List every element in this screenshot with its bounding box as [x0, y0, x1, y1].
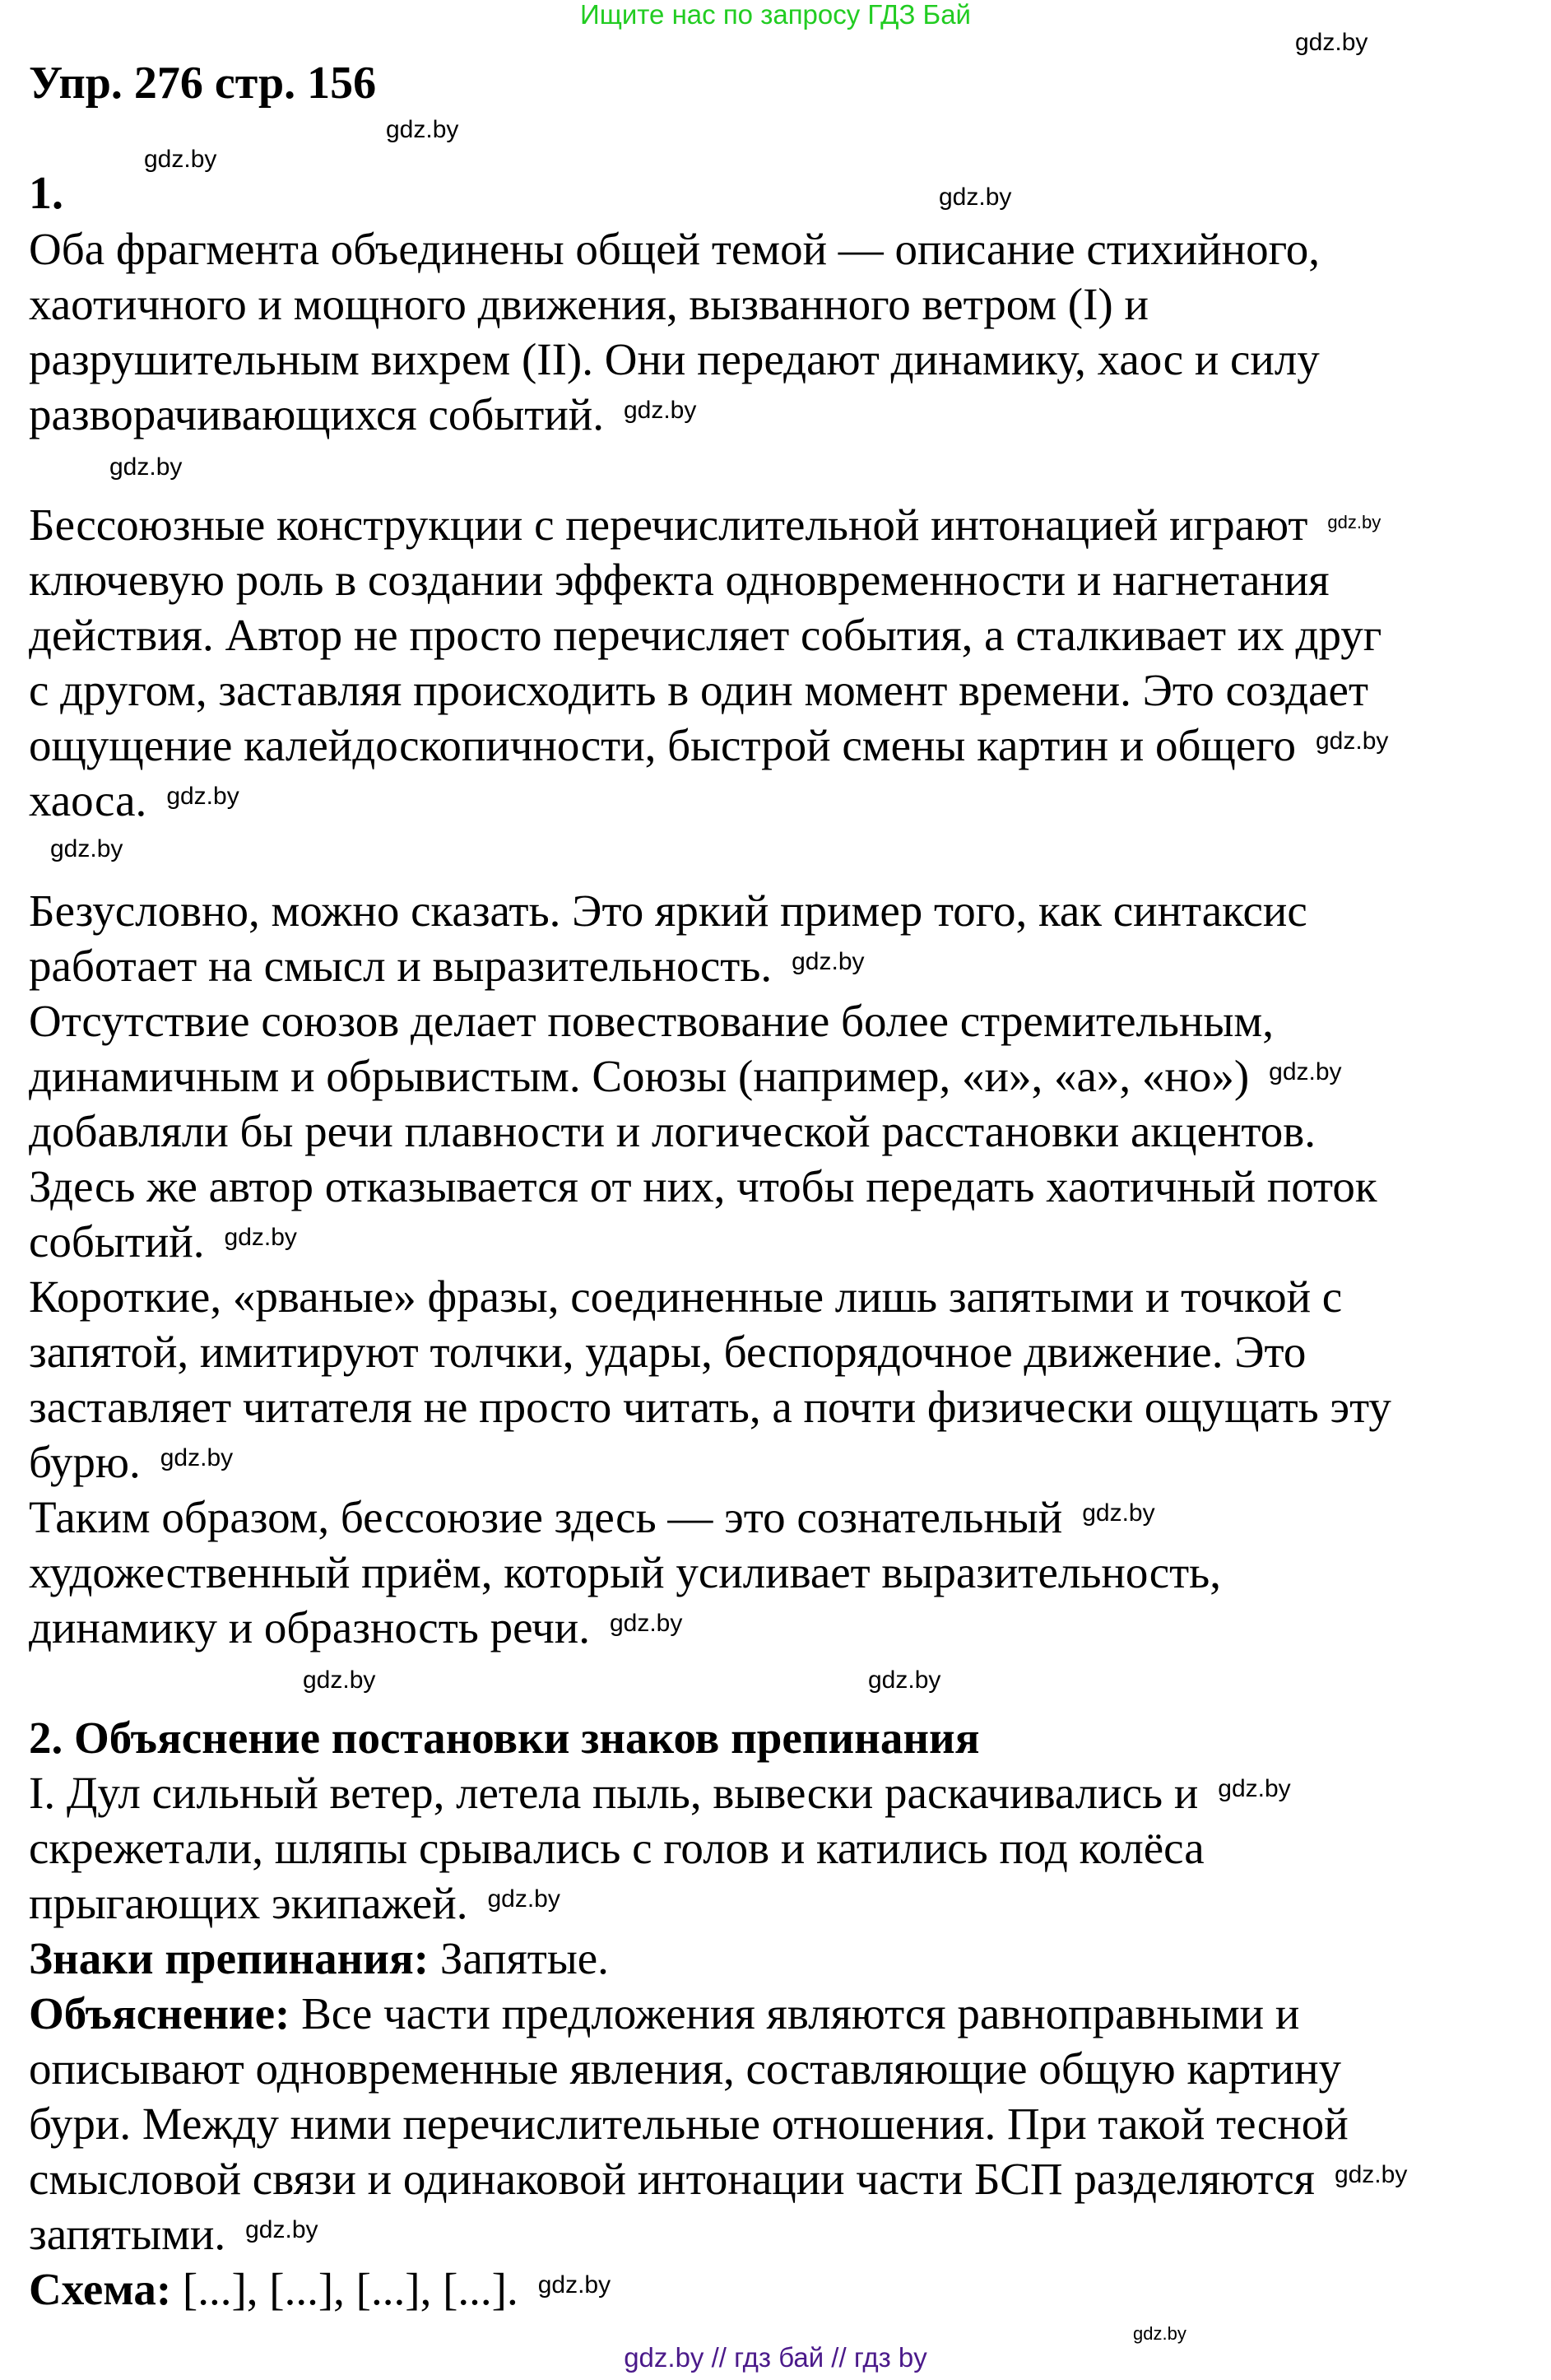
watermark: gdz.by — [109, 453, 183, 481]
text-line: I. Дул сильный ветер, летела пыль, вывески раскачивались и — [29, 1768, 1199, 1818]
watermark: gdz.by — [868, 1666, 941, 1694]
watermark: gdz.by — [1269, 1058, 1342, 1085]
section-2-heading: 2. Объяснение постановки знаков препинания — [29, 1713, 980, 1763]
marks-label: Знаки препинания: — [29, 1933, 430, 1983]
marks-value: Запятые. — [429, 1933, 609, 1983]
text-line: смысловой связи и одинаковой интонации части БСП разделяются — [29, 2154, 1315, 2204]
watermark: gdz.by — [1082, 1499, 1155, 1527]
document-body — [29, 56, 1407, 2317]
watermark: gdz.by — [160, 1444, 234, 1471]
paragraph-1 — [29, 221, 1407, 442]
text-line: скрежетали, шляпы срывались с голов и катились под колёса — [29, 1823, 1205, 1873]
watermark: gdz.by — [166, 783, 239, 810]
text-line: запятой, имитируют толчки, удары, беспорядочное движение. Это — [29, 1327, 1307, 1377]
text-line: разворачивающихся событий. — [29, 389, 604, 439]
watermark: gdz.by — [609, 1610, 683, 1637]
watermark: gdz.by — [1327, 512, 1382, 532]
text-line: работает на смысл и выразительность. — [29, 941, 773, 991]
watermark: gdz.by — [1133, 2323, 1186, 2344]
text-line: художественный приём, который усиливает выразительность, — [29, 1547, 1221, 1597]
text-line: бурю. — [29, 1437, 141, 1487]
text-line: запятыми. — [29, 2209, 226, 2259]
text-line: прыгающих экипажей. — [29, 1878, 468, 1928]
watermark: gdz.by — [1218, 1775, 1291, 1802]
watermark: gdz.by — [939, 184, 1012, 211]
text-line: ключевую роль в создании эффекта одновременности и нагнетания — [29, 555, 1330, 605]
section-1-number: 1. — [29, 168, 63, 219]
text-line: событий. — [29, 1216, 205, 1267]
text-line: Все части предложения являются равноправными и — [290, 1988, 1300, 2038]
watermark: gdz.by — [792, 948, 865, 975]
scheme-value: [...], [...], [...], [...]. — [171, 2264, 518, 2314]
bottom-banner-link[interactable]: gdz.by // гдз бай // гдз by — [624, 2342, 927, 2373]
punctuation-marks — [29, 1931, 1407, 1986]
watermark: gdz.by — [50, 835, 123, 862]
text-line: действия. Автор не просто перечисляет события, а сталкивает их друг — [29, 610, 1382, 660]
page-title: Упр. 276 стр. 156 — [29, 58, 377, 109]
text-line: Таким образом, бессоюзие здесь — это сознательный — [29, 1492, 1063, 1542]
explanation — [29, 1986, 1407, 2261]
text-line: Оба фрагмента объединены общей темой — описание стихийного, — [29, 224, 1321, 274]
text-line: динамику и образность речи. — [29, 1602, 590, 1653]
text-line: Отсутствие союзов делает повествование более стремительным, — [29, 996, 1274, 1046]
text-line: Короткие, «рваные» фразы, соединенные лишь запятыми и точкой с — [29, 1271, 1343, 1322]
text-line: описывают одновременные явления, составляющие общую картину — [29, 2043, 1341, 2094]
text-line: с другом, заставляя происходить в один момент времени. Это создает — [29, 665, 1368, 715]
example-sentence — [29, 1765, 1407, 1931]
text-line: разрушительным вихрем (II). Они передают динамику, хаос и силу — [29, 334, 1320, 384]
text-line: добавляли бы речи плавности и логической расстановки акцентов. — [29, 1106, 1316, 1156]
text-line: Бессоюзные конструкции с перечислительной интонацией играют — [29, 500, 1308, 550]
text-line: Здесь же автор отказывается от них, чтобы передать хаотичный поток — [29, 1161, 1377, 1211]
watermark: gdz.by — [144, 146, 217, 173]
text-line: хаотичного и мощного движения, вызванного ветром (I) и — [29, 279, 1149, 329]
watermark: gdz.by — [623, 397, 697, 424]
watermark: gdz.by — [1295, 29, 1368, 56]
paragraph-3 — [29, 883, 1407, 1655]
text-line: динамичным и обрывистым. Союзы (например, «и», «а», «но») — [29, 1051, 1250, 1101]
text-line: Безусловно, можно сказать. Это яркий пример того, как синтаксис — [29, 886, 1307, 936]
paragraph-2 — [29, 497, 1407, 828]
top-banner-link[interactable]: Ищите нас по запросу ГДЗ Бай — [580, 0, 971, 30]
text-line: заставляет читателя не просто читать, а почти физически ощущать эту — [29, 1382, 1391, 1432]
text-line: ощущение калейдоскопичности, быстрой смены картин и общего — [29, 720, 1296, 770]
text-line: бури. Между ними перечислительные отношения. При такой тесной — [29, 2099, 1349, 2149]
watermark: gdz.by — [1315, 727, 1389, 755]
watermark: gdz.by — [1334, 2161, 1408, 2188]
scheme-label: Схема: — [29, 2264, 172, 2314]
watermark: gdz.by — [487, 1885, 560, 1913]
watermark: gdz.by — [224, 1224, 297, 1251]
watermark: gdz.by — [245, 2216, 318, 2243]
watermark: gdz.by — [537, 2271, 611, 2299]
scheme — [29, 2261, 1407, 2317]
explanation-label: Объяснение: — [29, 1988, 290, 2038]
text-line: хаоса. — [29, 775, 147, 825]
watermark: gdz.by — [303, 1666, 376, 1694]
watermark: gdz.by — [386, 116, 459, 143]
